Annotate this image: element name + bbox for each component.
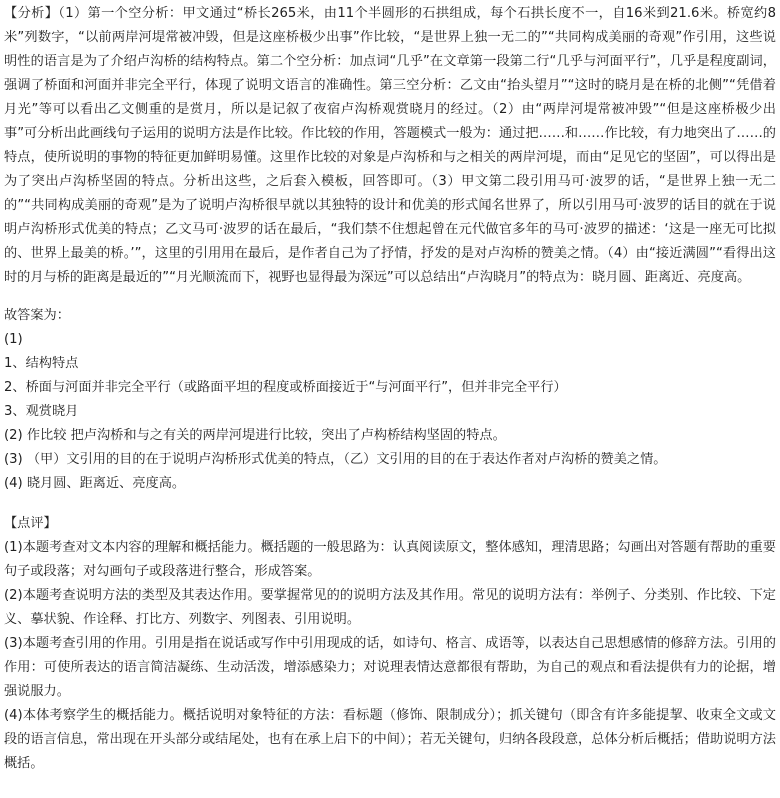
answer-line: (3) （甲）文引用的目的在于说明卢沟桥形式优美的特点，（乙）文引用的目的在于表达作者对卢沟桥的赞美之情。 <box>4 452 667 467</box>
analysis-section <box>4 2 776 290</box>
answer-line: 1、结构特点 <box>4 356 79 371</box>
comment-paragraph: (2)本题考查说明方法的类型及其表达作用。要掌握常见的的说明方法及其作用。常见的说明方法有：举例子、分类别、作比较、下定义、摹状貌、作诠释、打比方、列数字、列图表、引用说明。 <box>4 588 776 627</box>
answer-line: (2) 作比较 把卢沟桥和与之有关的两岸河堤进行比较，突出了卢构桥结构坚固的特点。 <box>4 428 506 443</box>
answer-line: (1) <box>4 332 23 347</box>
solution-page <box>0 2 780 776</box>
answer-section <box>4 304 776 496</box>
comment-paragraph: (1)本题考查对文本内容的理解和概括能力。概括题的一般思路为：认真阅读原文，整体感知，理清思路；勾画出对答题有帮助的重要句子或段落；对勾画句子或段落进行整合，形成答案。 <box>4 540 776 579</box>
comment-heading: 【点评】 <box>4 516 57 531</box>
answer-heading: 故答案为： <box>4 308 70 323</box>
comment-section <box>4 512 776 776</box>
answer-line: 3、观赏晓月 <box>4 404 79 419</box>
comment-paragraph: (3)本题考查引用的作用。引用是指在说话或写作中引用现成的话，如诗句、格言、成语等，以表达自己思想感情的修辞方法。引用的作用：可使所表达的语言简洁凝练、生动活泼，增添感染力；对说理表情达意都很有帮助，为自己的观点和看法提供有力的论据，增强说服力。 <box>4 636 776 699</box>
answer-line: 2、桥面与河面并非完全平行（或路面平坦的程度或桥面接近于“与河面平行”，但并非完全平行） <box>4 380 567 395</box>
comment-paragraph: (4)本体考察学生的概括能力。概括说明对象特征的方法：看标题（修饰、限制成分）；抓关键句（即含有许多能提挈、收束全文或文段的语言信息，常出现在开头部分或结尾处，也有在承上启下的中间）；若无关键句，归纳各段段意，总体分析后概括；借助说明方法概括。 <box>4 708 776 771</box>
answer-line: (4) 晓月圆、距离近、亮度高。 <box>4 476 186 491</box>
analysis-paragraph: 【分析】（1）第一个空分析：甲文通过“桥长265米，由11个半圆形的石拱组成，每个石拱长度不一，自16米到21.6米。桥宽约8米”列数字，“以前两岸河堤常被冲毁，但是这座桥极少出事”作比较，“是世界上独一无二的”“共同构成美丽的奇观”作引用，这些说明性的语言是为了介绍卢沟桥的结构特点。第二个空分析：加点词“几乎”在文章第一段第二行“几乎与河面平行”，几乎是程度副词，强调了桥面和河面并非完全平行，体现了说明文语言的准确性。第三空分析：乙文由“抬头望月”“这时的晓月是在桥的北侧”“凭借着月光”等可以看出乙文侧重的是赏月，所以是记叙了夜宿卢沟桥观赏晓月的经过。（2）由“两岸河堤常被冲毁”“但是这座桥极少出事”可分析出此画线句子运用的说明方法是作比较。作比较的作用，答题模式一般为：通过把……和……作比较，有力地突出了……的特点，使所说明的事物的特征更加鲜明易懂。这里作比较的对象是卢沟桥和与之相关的两岸河堤，而由“足见它的坚固”，可以得出是为了突出卢沟桥坚固的特点。分析出这些，之后套入模板，回答即可。（3）甲文第二段引用马可·波罗的话，“是世界上独一无二的”“共同构成美丽的奇观”是为了说明卢沟桥很早就以其独特的设计和优美的形式闻名世界了，所以引用马可·波罗的话目的就在于说明卢沟桥形式优美的特点；乙文马可·波罗的话在最后，“我们禁不住想起曾在元代做官多年的马可·波罗的描述：‘这是一座无可比拟的、世界上最美的桥。’”，这里的引用用在最后，是作者自己为了抒情，抒发的是对卢沟桥的赞美之情。（4）由“接近满圆”“看得出这时的月与桥的距离是最近的”“月光顺流而下，视野也显得最为深远”可以总结出“卢沟晓月”的特点为：晓月圆、距离近、亮度高。 <box>4 6 776 285</box>
